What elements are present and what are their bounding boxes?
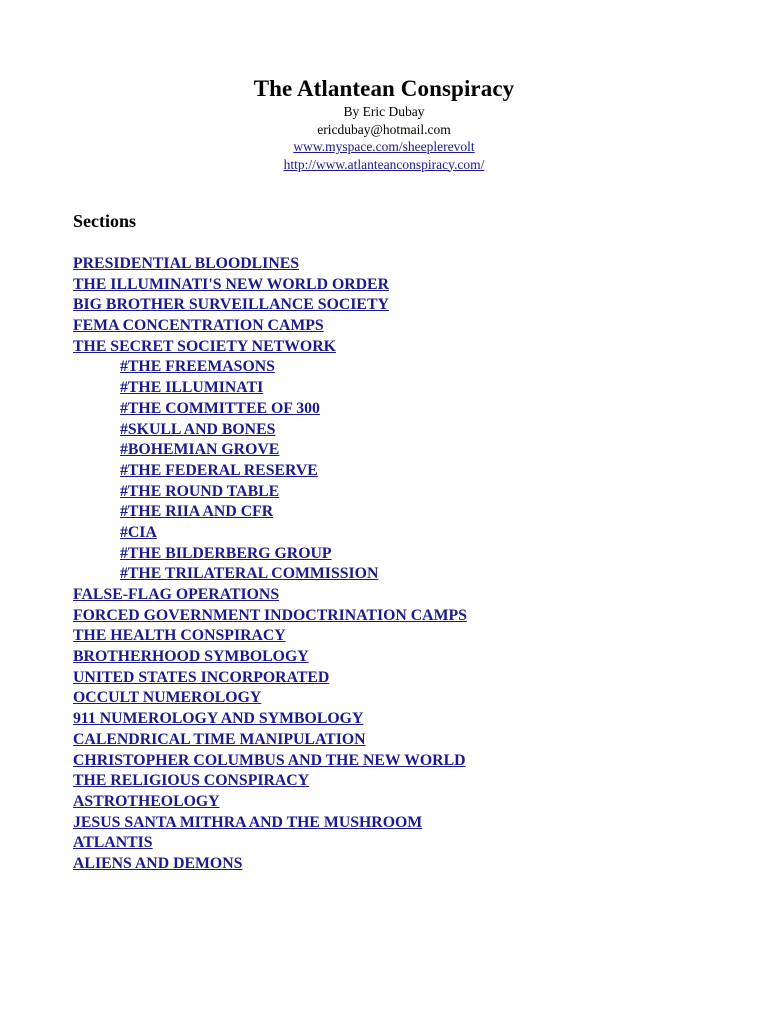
section-link[interactable]: THE ILLUMINATI'S NEW WORLD ORDER xyxy=(73,275,389,293)
section-item xyxy=(73,564,467,585)
section-link[interactable]: OCCULT NUMEROLOGY xyxy=(73,689,262,707)
section-item xyxy=(73,751,467,772)
section-item xyxy=(73,585,467,606)
section-link[interactable]: #THE ROUND TABLE xyxy=(120,482,280,500)
section-item xyxy=(73,813,467,834)
section-item xyxy=(73,502,467,523)
section-link[interactable]: 911 NUMEROLOGY AND SYMBOLOGY xyxy=(73,710,364,728)
section-item xyxy=(73,606,467,627)
section-link[interactable]: THE SECRET SOCIETY NETWORK xyxy=(73,337,336,355)
section-link[interactable]: FALSE-FLAG OPERATIONS xyxy=(73,586,280,603)
section-link[interactable]: #THE FEDERAL RESERVE xyxy=(120,461,318,479)
section-link[interactable]: ASTROTHEOLOGY xyxy=(73,792,220,810)
section-item xyxy=(73,544,467,565)
section-item xyxy=(73,357,467,378)
section-link[interactable]: ALIENS AND DEMONS xyxy=(73,854,243,872)
author-byline: By Eric Dubay xyxy=(343,104,425,119)
section-link[interactable]: #THE BILDERBERG GROUP xyxy=(120,544,332,562)
section-item xyxy=(73,295,467,316)
section-item xyxy=(73,730,467,751)
section-link[interactable]: JESUS SANTA MITHRA AND THE MUSHROOM xyxy=(73,813,423,831)
section-link[interactable]: BROTHERHOOD SYMBOLOGY xyxy=(73,648,309,666)
section-item xyxy=(73,523,467,544)
section-link[interactable]: #SKULL AND BONES xyxy=(120,420,276,438)
section-item xyxy=(73,461,467,482)
section-item xyxy=(73,337,467,358)
section-item xyxy=(73,668,467,689)
section-link[interactable]: THE HEALTH CONSPIRACY xyxy=(73,627,286,645)
section-item xyxy=(73,709,467,730)
sections-heading: Sections xyxy=(73,211,136,231)
section-item xyxy=(73,378,467,399)
section-item xyxy=(73,854,467,875)
section-item xyxy=(73,771,467,792)
section-link[interactable]: CALENDRICAL TIME MANIPULATION xyxy=(73,730,366,748)
section-item xyxy=(73,482,467,503)
section-link[interactable]: FEMA CONCENTRATION CAMPS xyxy=(73,317,324,335)
section-item xyxy=(73,688,467,709)
section-item xyxy=(73,420,467,441)
section-link[interactable]: #CIA xyxy=(120,523,157,541)
section-link[interactable]: #THE COMMITTEE OF 300 xyxy=(120,399,320,417)
section-item xyxy=(73,440,467,461)
section-item xyxy=(73,626,467,647)
section-link[interactable]: #THE TRILATERAL COMMISSION xyxy=(120,565,379,583)
section-item xyxy=(73,792,467,813)
author-email: ericdubay@hotmail.com xyxy=(317,121,451,137)
section-item xyxy=(73,647,467,668)
section-link[interactable]: #THE ILLUMINATI xyxy=(120,379,264,397)
section-link[interactable]: CHRISTOPHER COLUMBUS AND THE NEW WORLD xyxy=(73,751,466,769)
section-link[interactable]: FORCED GOVERNMENT INDOCTRINATION CAMPS xyxy=(73,606,467,624)
myspace-link[interactable]: www.myspace.com/sheeplerevolt xyxy=(293,139,475,154)
section-link[interactable]: #THE FREEMASONS xyxy=(120,358,275,376)
section-link[interactable]: #BOHEMIAN GROVE xyxy=(120,441,280,459)
section-link[interactable]: UNITED STATES INCORPORATED xyxy=(73,668,330,686)
section-item xyxy=(73,399,467,420)
section-link[interactable]: #THE RIIA AND CFR xyxy=(120,503,274,521)
document-title: The Atlantean Conspiracy xyxy=(253,76,515,101)
section-item xyxy=(73,316,467,337)
website-link[interactable]: http://www.atlanteanconspiracy.com/ xyxy=(283,156,485,172)
document-header xyxy=(0,75,768,173)
section-link[interactable]: ATLANTIS xyxy=(73,834,153,852)
section-link[interactable]: THE RELIGIOUS CONSPIRACY xyxy=(73,772,310,790)
section-item xyxy=(73,275,467,296)
section-item xyxy=(73,833,467,854)
section-link[interactable]: PRESIDENTIAL BLOODLINES xyxy=(73,255,300,272)
sections-list xyxy=(73,254,467,875)
section-link[interactable]: BIG BROTHER SURVEILLANCE SOCIETY xyxy=(73,296,389,314)
section-item xyxy=(73,254,467,275)
